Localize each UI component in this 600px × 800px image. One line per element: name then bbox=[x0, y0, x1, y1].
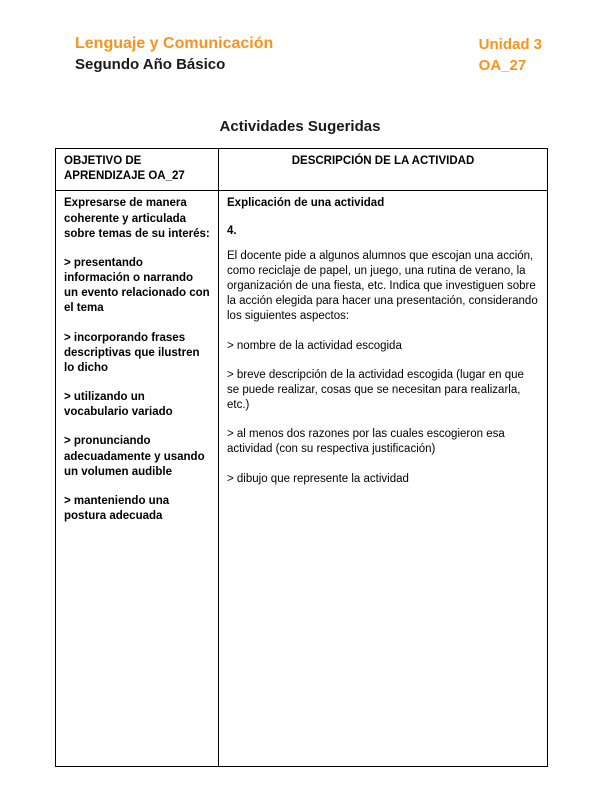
activity-table bbox=[55, 148, 548, 767]
objective-bullet: > incorporando frases descriptivas que ilustren lo dicho bbox=[64, 331, 200, 374]
grade-subtitle: Segundo Año Básico bbox=[75, 55, 226, 73]
activity-bullet: > breve descripción de la actividad escogida (lugar en que se puede realizar, cosas que se necesitan para realizarla, etc.) bbox=[227, 368, 524, 412]
activity-cell bbox=[219, 191, 548, 767]
activity-number: 4. bbox=[227, 224, 237, 237]
oa-label: OA_27 bbox=[478, 57, 527, 74]
objective-cell bbox=[56, 191, 219, 767]
objective-intro: Expresarse de manera coherente y articulada sobre temas de su interés: bbox=[64, 197, 210, 240]
objective-bullet: > utilizando un vocabulario variado bbox=[64, 391, 173, 419]
objective-bullet: > presentando información o narrando un evento relacionado con el tema bbox=[64, 256, 210, 315]
activity-bullet: > nombre de la actividad escogida bbox=[227, 339, 402, 352]
table-header-row bbox=[56, 149, 548, 191]
activity-intro: El docente pide a algunos alumnos que escojan una acción, como reciclaje de papel, un juego, una rutina de verano, la organización de una fiesta, etc. Indica que investiguen sobre la acción elegida para hacer una presentación, considerando los siguientes aspectos: bbox=[227, 249, 538, 323]
objective-bullet: > pronunciando adecuadamente y usando un volumen audible bbox=[64, 435, 205, 478]
table-body-row bbox=[56, 191, 548, 767]
unit-label: Unidad 3 bbox=[478, 36, 542, 53]
activity-bullet: > dibujo que represente la actividad bbox=[227, 472, 409, 485]
subject-title: Lenguaje y Comunicación bbox=[75, 35, 274, 52]
description-column-header: DESCRIPCIÓN DE LA ACTIVIDAD bbox=[219, 149, 548, 191]
objective-bullet: > manteniendo una postura adecuada bbox=[64, 494, 170, 523]
document-header bbox=[75, 34, 542, 76]
activity-heading: Explicación de una actividad bbox=[227, 197, 385, 210]
objective-column-header: OBJETIVO DE APRENDIZAJE OA_27 bbox=[56, 149, 219, 191]
header-left-block bbox=[75, 34, 273, 74]
header-right-block bbox=[479, 34, 542, 76]
page-title: Actividades Sugeridas bbox=[219, 118, 381, 135]
activity-bullet: > al menos dos razones por las cuales escogieron esa actividad (con su respectiva justificación) bbox=[227, 428, 505, 456]
